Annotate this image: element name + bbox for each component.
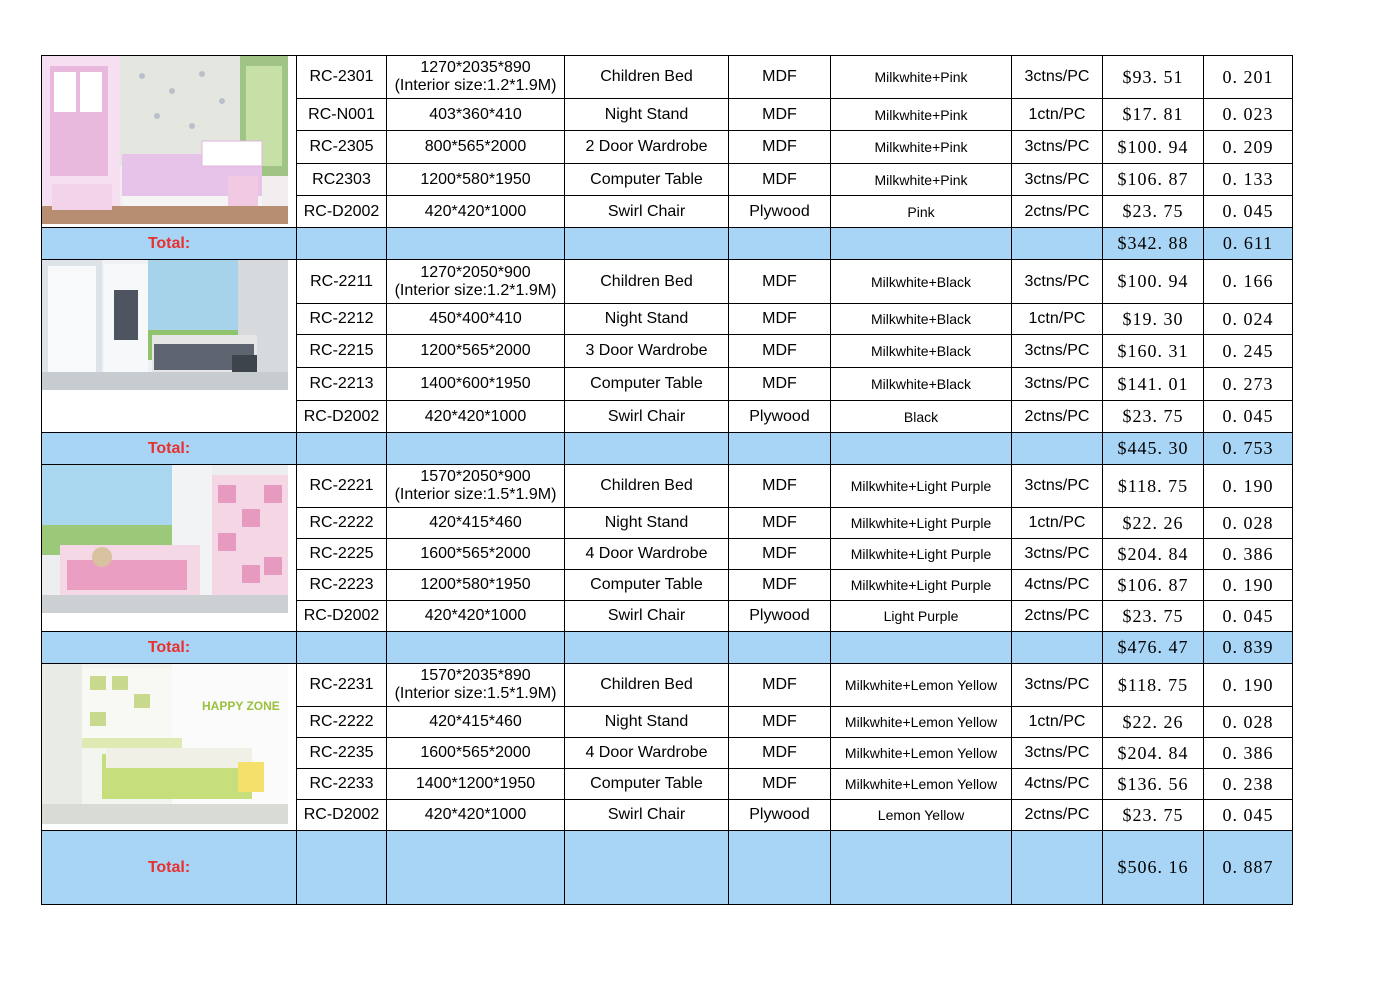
empty-cell	[1012, 228, 1103, 260]
item-name: Night Stand	[565, 707, 729, 738]
kids-bedroom-set-lemon-yellow-photo	[42, 664, 297, 831]
item-size: 800*565*2000	[387, 131, 565, 164]
total-price: $506. 16	[1103, 831, 1204, 905]
table-row	[42, 260, 1293, 304]
item-size	[387, 465, 565, 508]
item-name: Swirl Chair	[565, 401, 729, 433]
empty-cell	[831, 831, 1012, 905]
item-cbm: 0. 190	[1204, 664, 1293, 707]
table-row	[42, 664, 1293, 707]
kids-bedroom-set-black-photo	[42, 260, 297, 433]
item-color: Milkwhite+Light Purple	[831, 465, 1012, 508]
item-price: $141. 01	[1103, 368, 1204, 401]
item-size: 420*415*460	[387, 508, 565, 539]
item-code: RC-2213	[297, 368, 387, 401]
item-packing: 3ctns/PC	[1012, 465, 1103, 508]
item-cbm: 0. 386	[1204, 539, 1293, 570]
table-row	[42, 56, 1293, 99]
item-name: Children Bed	[565, 260, 729, 304]
item-interior-size: (Interior size:1.5*1.9M)	[394, 685, 557, 702]
item-name: Computer Table	[565, 570, 729, 601]
item-material: MDF	[729, 508, 831, 539]
total-cbm: 0. 611	[1204, 228, 1293, 260]
total-label: Total:	[42, 632, 297, 664]
item-material: MDF	[729, 539, 831, 570]
empty-cell	[297, 433, 387, 465]
item-size: 1400*600*1950	[387, 368, 565, 401]
total-cbm: 0. 753	[1204, 433, 1293, 465]
item-material: MDF	[729, 707, 831, 738]
item-packing: 2ctns/PC	[1012, 601, 1103, 632]
item-price: $160. 31	[1103, 335, 1204, 368]
item-name: Computer Table	[565, 368, 729, 401]
item-code: RC-2222	[297, 707, 387, 738]
item-size: 1200*580*1950	[387, 164, 565, 196]
item-name: Computer Table	[565, 164, 729, 196]
item-price: $100. 94	[1103, 260, 1204, 304]
item-size: 403*360*410	[387, 99, 565, 131]
item-cbm: 0. 024	[1204, 304, 1293, 335]
item-name: Swirl Chair	[565, 800, 729, 831]
item-color: Milkwhite+Pink	[831, 131, 1012, 164]
item-code: RC-2305	[297, 131, 387, 164]
total-price: $476. 47	[1103, 632, 1204, 664]
item-price: $204. 84	[1103, 738, 1204, 769]
item-material: MDF	[729, 99, 831, 131]
item-price: $22. 26	[1103, 508, 1204, 539]
total-price: $342. 88	[1103, 228, 1204, 260]
item-price: $204. 84	[1103, 539, 1204, 570]
item-color: Black	[831, 401, 1012, 433]
item-packing: 3ctns/PC	[1012, 539, 1103, 570]
empty-cell	[1012, 831, 1103, 905]
item-color: Milkwhite+Lemon Yellow	[831, 664, 1012, 707]
total-cbm: 0. 839	[1204, 632, 1293, 664]
item-size	[387, 56, 565, 99]
empty-cell	[565, 433, 729, 465]
item-material: MDF	[729, 570, 831, 601]
item-price: $23. 75	[1103, 196, 1204, 228]
item-price: $93. 51	[1103, 56, 1204, 99]
empty-cell	[831, 228, 1012, 260]
item-cbm: 0. 386	[1204, 738, 1293, 769]
item-material: Plywood	[729, 601, 831, 632]
item-packing: 3ctns/PC	[1012, 335, 1103, 368]
empty-cell	[297, 831, 387, 905]
item-packing: 1ctn/PC	[1012, 508, 1103, 539]
total-cbm: 0. 887	[1204, 831, 1293, 905]
item-cbm: 0. 209	[1204, 131, 1293, 164]
item-price: $100. 94	[1103, 131, 1204, 164]
item-material: MDF	[729, 368, 831, 401]
item-size	[387, 664, 565, 707]
item-price: $118. 75	[1103, 465, 1204, 508]
item-cbm: 0. 045	[1204, 601, 1293, 632]
item-code: RC-2215	[297, 335, 387, 368]
item-material: MDF	[729, 260, 831, 304]
empty-cell	[565, 228, 729, 260]
item-code: RC-2231	[297, 664, 387, 707]
item-cbm: 0. 201	[1204, 56, 1293, 99]
item-size: 1200*580*1950	[387, 570, 565, 601]
item-material: MDF	[729, 465, 831, 508]
item-name: Children Bed	[565, 664, 729, 707]
item-price: $106. 87	[1103, 570, 1204, 601]
item-material: MDF	[729, 738, 831, 769]
item-name: 3 Door Wardrobe	[565, 335, 729, 368]
item-color: Milkwhite+Light Purple	[831, 539, 1012, 570]
item-name: Night Stand	[565, 99, 729, 131]
item-price: $19. 30	[1103, 304, 1204, 335]
item-size: 420*415*460	[387, 707, 565, 738]
item-code: RC-2223	[297, 570, 387, 601]
item-packing: 2ctns/PC	[1012, 401, 1103, 433]
item-code: RC-N001	[297, 99, 387, 131]
item-packing: 3ctns/PC	[1012, 164, 1103, 196]
total-label: Total:	[42, 228, 297, 260]
item-packing: 1ctn/PC	[1012, 99, 1103, 131]
item-color: Milkwhite+Lemon Yellow	[831, 707, 1012, 738]
item-cbm: 0. 133	[1204, 164, 1293, 196]
item-interior-size: (Interior size:1.2*1.9M)	[394, 281, 557, 299]
item-size: 1600*565*2000	[387, 738, 565, 769]
item-color: Milkwhite+Lemon Yellow	[831, 769, 1012, 800]
empty-cell	[729, 228, 831, 260]
item-packing: 3ctns/PC	[1012, 664, 1103, 707]
item-color: Light Purple	[831, 601, 1012, 632]
item-size: 1400*1200*1950	[387, 769, 565, 800]
item-interior-size: (Interior size:1.2*1.9M)	[394, 77, 557, 94]
item-packing: 3ctns/PC	[1012, 738, 1103, 769]
item-size: 420*420*1000	[387, 196, 565, 228]
item-packing: 4ctns/PC	[1012, 769, 1103, 800]
item-color: Milkwhite+Pink	[831, 56, 1012, 99]
item-color: Lemon Yellow	[831, 800, 1012, 831]
item-price: $17. 81	[1103, 99, 1204, 131]
item-packing: 2ctns/PC	[1012, 800, 1103, 831]
item-cbm: 0. 245	[1204, 335, 1293, 368]
item-cbm: 0. 045	[1204, 800, 1293, 831]
item-color: Milkwhite+Black	[831, 368, 1012, 401]
item-cbm: 0. 028	[1204, 707, 1293, 738]
total-price: $445. 30	[1103, 433, 1204, 465]
item-code: RC-2235	[297, 738, 387, 769]
item-color: Milkwhite+Lemon Yellow	[831, 738, 1012, 769]
item-cbm: 0. 190	[1204, 465, 1293, 508]
item-code: RC2303	[297, 164, 387, 196]
item-color: Milkwhite+Light Purple	[831, 570, 1012, 601]
item-size: 1200*565*2000	[387, 335, 565, 368]
item-packing: 1ctn/PC	[1012, 304, 1103, 335]
total-row	[42, 632, 1293, 664]
price-list-table	[41, 55, 1293, 905]
table-row	[42, 465, 1293, 508]
item-code: RC-D2002	[297, 401, 387, 433]
item-code: RC-2212	[297, 304, 387, 335]
item-size-dimensions: 1270*2035*890	[420, 59, 531, 76]
empty-cell	[565, 831, 729, 905]
empty-cell	[297, 632, 387, 664]
item-size-dimensions: 1570*2050*900	[420, 468, 531, 485]
item-name: 4 Door Wardrobe	[565, 539, 729, 570]
item-packing: 4ctns/PC	[1012, 570, 1103, 601]
total-label: Total:	[42, 433, 297, 465]
item-name: Children Bed	[565, 465, 729, 508]
item-cbm: 0. 238	[1204, 769, 1293, 800]
item-packing: 3ctns/PC	[1012, 260, 1103, 304]
item-cbm: 0. 273	[1204, 368, 1293, 401]
item-name: Children Bed	[565, 56, 729, 99]
item-size: 1600*565*2000	[387, 539, 565, 570]
kids-bedroom-set-light-purple-photo	[42, 465, 297, 632]
item-material: Plywood	[729, 800, 831, 831]
item-size-dimensions: 1270*2050*900	[420, 263, 531, 281]
item-interior-size: (Interior size:1.5*1.9M)	[394, 486, 557, 503]
item-cbm: 0. 045	[1204, 401, 1293, 433]
item-price: $118. 75	[1103, 664, 1204, 707]
item-cbm: 0. 190	[1204, 570, 1293, 601]
item-packing: 3ctns/PC	[1012, 131, 1103, 164]
item-name: 2 Door Wardrobe	[565, 131, 729, 164]
total-row	[42, 433, 1293, 465]
item-price: $136. 56	[1103, 769, 1204, 800]
item-packing: 1ctn/PC	[1012, 707, 1103, 738]
item-color: Milkwhite+Black	[831, 304, 1012, 335]
item-code: RC-D2002	[297, 601, 387, 632]
item-color: Milkwhite+Pink	[831, 99, 1012, 131]
item-code: RC-D2002	[297, 800, 387, 831]
item-code: RC-D2002	[297, 196, 387, 228]
item-price: $106. 87	[1103, 164, 1204, 196]
item-code: RC-2233	[297, 769, 387, 800]
item-material: MDF	[729, 164, 831, 196]
item-name: 4 Door Wardrobe	[565, 738, 729, 769]
item-material: MDF	[729, 56, 831, 99]
item-material: MDF	[729, 335, 831, 368]
empty-cell	[1012, 632, 1103, 664]
empty-cell	[387, 632, 565, 664]
item-size: 420*420*1000	[387, 800, 565, 831]
item-name: Night Stand	[565, 508, 729, 539]
item-material: Plywood	[729, 196, 831, 228]
item-name: Computer Table	[565, 769, 729, 800]
item-name: Swirl Chair	[565, 196, 729, 228]
item-size: 420*420*1000	[387, 401, 565, 433]
total-label: Total:	[42, 831, 297, 905]
item-size: 420*420*1000	[387, 601, 565, 632]
empty-cell	[387, 433, 565, 465]
kids-bedroom-set-pink-photo	[42, 56, 297, 228]
empty-cell	[297, 228, 387, 260]
item-packing: 2ctns/PC	[1012, 196, 1103, 228]
item-material: MDF	[729, 664, 831, 707]
empty-cell	[387, 228, 565, 260]
item-packing: 3ctns/PC	[1012, 56, 1103, 99]
item-code: RC-2222	[297, 508, 387, 539]
item-color: Milkwhite+Black	[831, 335, 1012, 368]
item-price: $22. 26	[1103, 707, 1204, 738]
total-row	[42, 831, 1293, 905]
item-code: RC-2225	[297, 539, 387, 570]
item-size: 450*400*410	[387, 304, 565, 335]
item-packing: 3ctns/PC	[1012, 368, 1103, 401]
empty-cell	[831, 433, 1012, 465]
item-cbm: 0. 166	[1204, 260, 1293, 304]
empty-cell	[387, 831, 565, 905]
item-price: $23. 75	[1103, 800, 1204, 831]
item-size-dimensions: 1570*2035*890	[420, 667, 531, 684]
item-name: Swirl Chair	[565, 601, 729, 632]
item-code: RC-2301	[297, 56, 387, 99]
item-price: $23. 75	[1103, 401, 1204, 433]
empty-cell	[729, 433, 831, 465]
item-material: Plywood	[729, 401, 831, 433]
empty-cell	[729, 632, 831, 664]
item-material: MDF	[729, 769, 831, 800]
total-row	[42, 228, 1293, 260]
empty-cell	[1012, 433, 1103, 465]
item-color: Pink	[831, 196, 1012, 228]
item-code: RC-2211	[297, 260, 387, 304]
item-material: MDF	[729, 131, 831, 164]
item-cbm: 0. 023	[1204, 99, 1293, 131]
photo-wall-text: HAPPY ZONE	[202, 699, 280, 713]
item-size	[387, 260, 565, 304]
empty-cell	[831, 632, 1012, 664]
item-price: $23. 75	[1103, 601, 1204, 632]
item-name: Night Stand	[565, 304, 729, 335]
item-material: MDF	[729, 304, 831, 335]
item-code: RC-2221	[297, 465, 387, 508]
empty-cell	[729, 831, 831, 905]
empty-cell	[565, 632, 729, 664]
item-cbm: 0. 045	[1204, 196, 1293, 228]
item-color: Milkwhite+Pink	[831, 164, 1012, 196]
item-cbm: 0. 028	[1204, 508, 1293, 539]
item-color: Milkwhite+Black	[831, 260, 1012, 304]
item-color: Milkwhite+Light Purple	[831, 508, 1012, 539]
